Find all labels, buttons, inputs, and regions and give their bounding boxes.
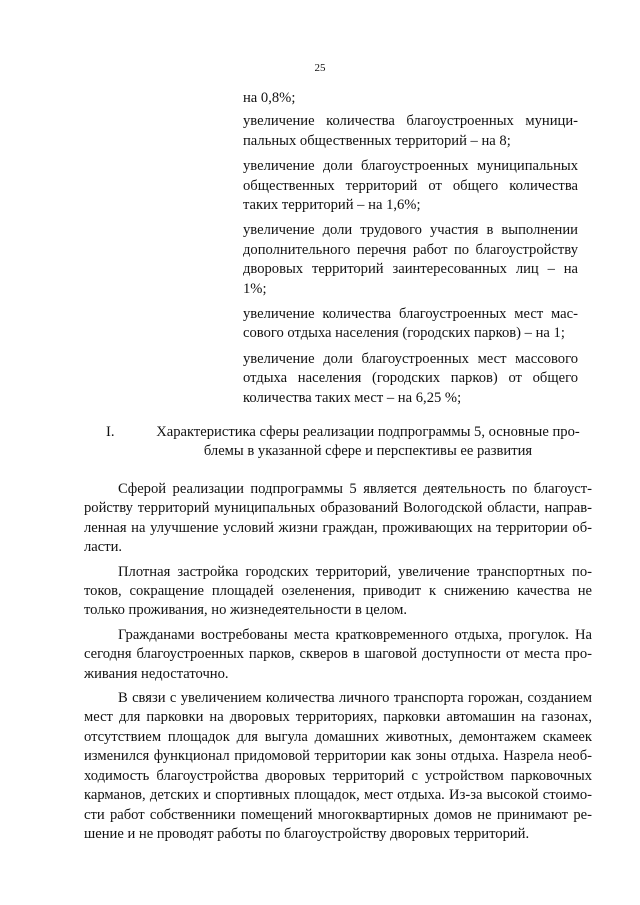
list-item: увеличение количества благоустроенных мест массового отдыха населения (городских парков) – на 1; [243, 306, 578, 342]
section-number: I. [106, 424, 115, 440]
body-paragraph: В связи с увеличением количества личного транспорта горожан, созданием мест для парковки на дворовых территориях, парковки автомашин на газонах, отсутствием площадок для выгула домашних животных, демонтажем скамеек изменился функционал придомовой территории как зоны отдыха. Назрела необходимость благоустройства дворовых территорий с устройством парковочных карманов, детских и спортивных площадок, мест отдыха. Из-за высокой стоимости работ собственники помещений многоквартирных домов не принимают решение и не проводят работы по благоустройству дворовых территорий. [84, 690, 592, 842]
list-item: увеличение количества благоустроенных муниципальных общественных территорий – на 8; [243, 113, 578, 149]
section-body [84, 480, 592, 849]
list-item: увеличение доли трудового участия в выполнении дополнительного перечня работ по благоустройству дворовых территорий заинтересованных лиц – на 1%; [243, 222, 578, 297]
indicator-list [243, 89, 578, 414]
body-paragraph: Сферой реализации подпрограммы 5 является деятельность по благоустройству территорий муниципальных образований Вологодской области, направленная на улучшение условий жизни граждан, проживающих на территории области. [84, 481, 592, 556]
section-title: Характеристика сферы реализации подпрограммы 5, основные проблемы в указанной сфере и перспективы ее развития [156, 424, 580, 460]
section-heading [106, 423, 592, 462]
body-paragraph: Плотная застройка городских территорий, увеличение транспортных потоков, сокращение площадей озеленения, приводит к снижению качества не только проживания, но жизнедеятельности в целом. [84, 563, 592, 619]
page-number: 25 [314, 62, 326, 74]
body-paragraph: Гражданами востребованы места кратковременного отдыха, прогулок. На сегодня благоустроенных парков, скверов в шаговой доступности от места проживания недостаточно. [84, 626, 592, 682]
list-item: на 0,8%; [243, 90, 296, 106]
list-item: увеличение доли благоустроенных муниципальных общественных территорий от общего количества таких территорий – на 1,6%; [243, 158, 578, 214]
list-item: увеличение доли благоустроенных мест массового отдыха населения (городских парков) от общего количества таких мест – на 6,25 %; [243, 350, 578, 406]
